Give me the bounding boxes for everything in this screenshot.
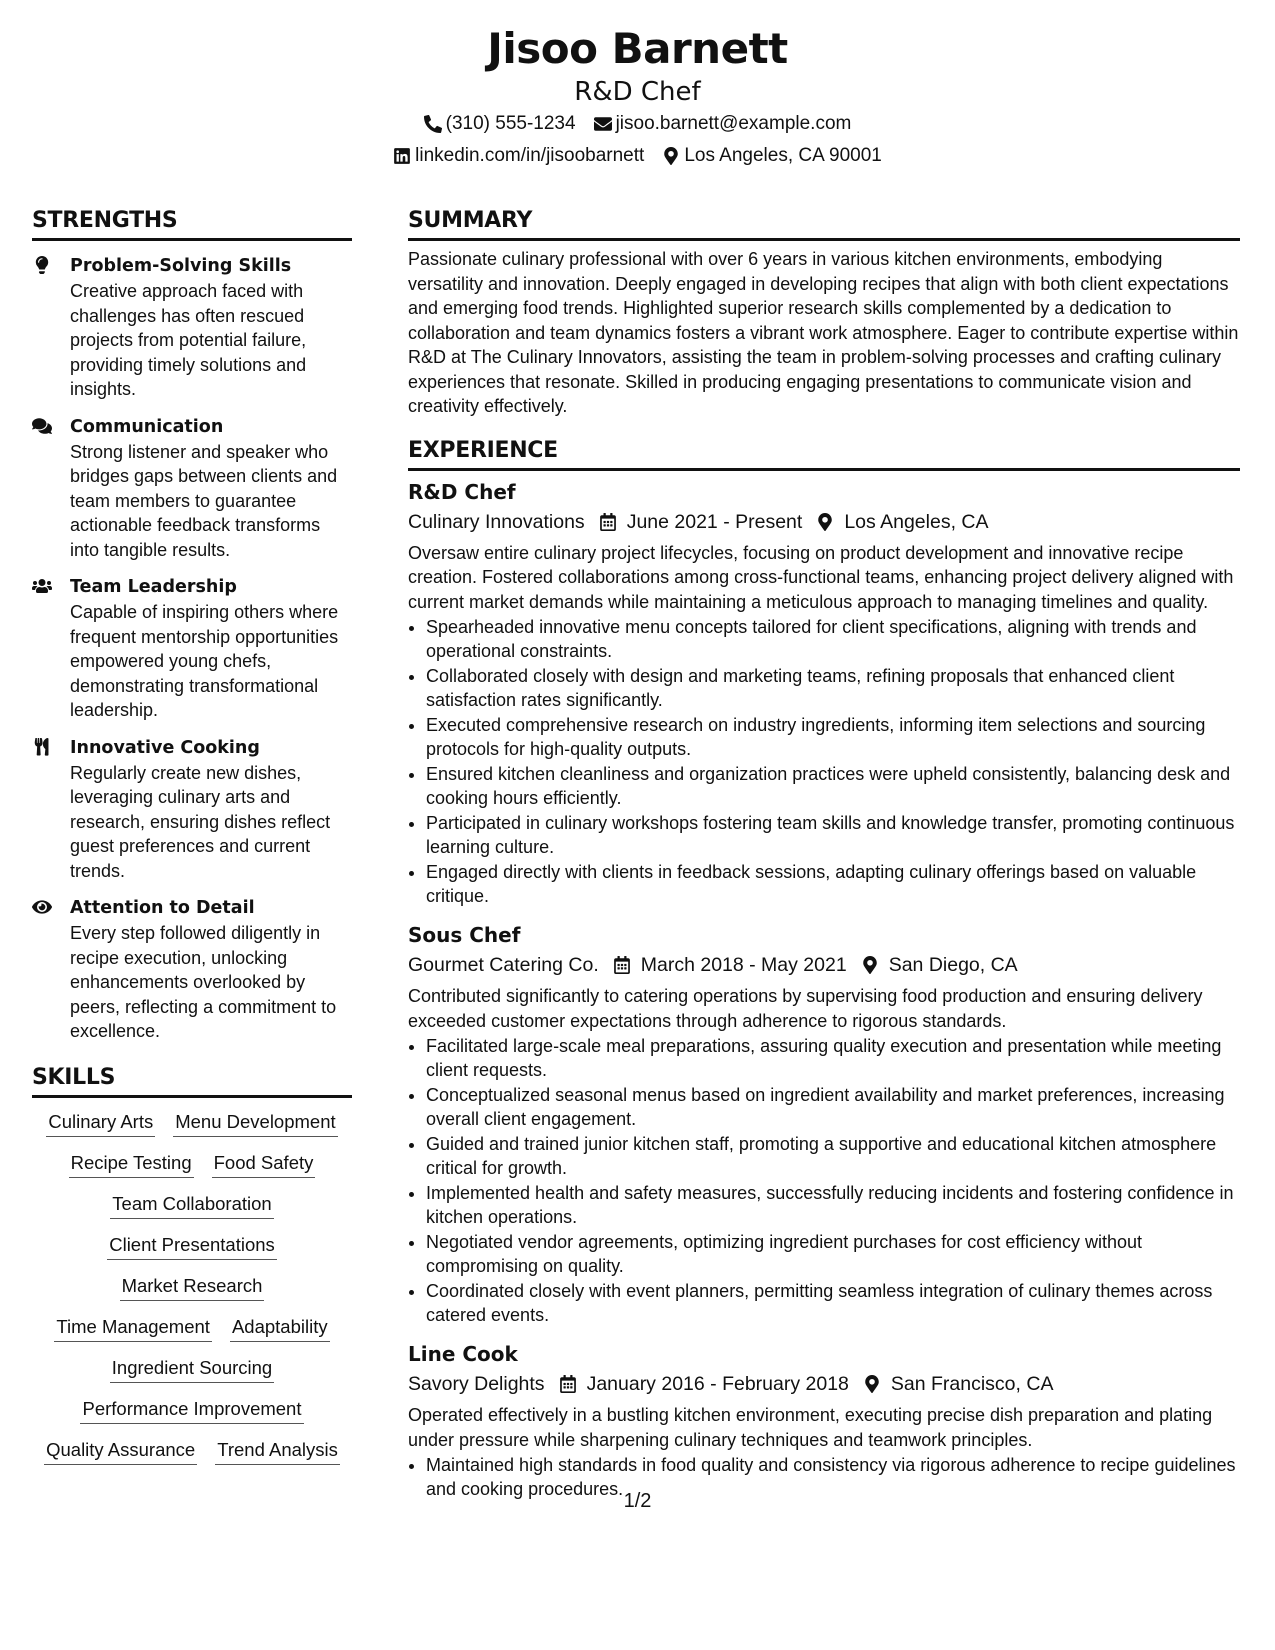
contact-row-2 <box>0 140 1275 172</box>
right-column <box>408 205 1240 1501</box>
contact-email[interactable] <box>594 108 852 140</box>
contact-location <box>662 140 882 172</box>
job-location: Los Angeles, CA <box>844 510 989 533</box>
contact-phone <box>424 108 576 140</box>
strength-item <box>32 895 352 1044</box>
eye-icon <box>32 898 52 916</box>
linkedin-text[interactable]: linkedin.com/in/jisoobarnett <box>415 145 645 166</box>
strength-item <box>32 735 352 884</box>
job-bullets <box>408 616 1240 908</box>
job-bullet: • Guided and trained junior kitchen staff, promoting a supportive and educational kitchen atmosphere critical for growth. <box>426 1133 1240 1180</box>
job-bullet: • Spearheaded innovative menu concepts tailored for client specifications, aligning with trends and operational constraints. <box>426 616 1240 663</box>
skill-tag: Adaptability <box>230 1313 330 1342</box>
skill-tag: Culinary Arts <box>46 1108 155 1137</box>
job-company: Culinary Innovations <box>408 510 585 533</box>
strength-item <box>32 574 352 723</box>
skill-tag: Recipe Testing <box>69 1149 194 1178</box>
job-entry <box>408 1339 1240 1501</box>
envelope-icon <box>594 115 612 133</box>
job-bullet: • Maintained high standards in food quality and consistency via rigorous adherence to recipe guidelines and cooking procedures. <box>426 1454 1240 1501</box>
skills-heading: SKILLS <box>32 1062 352 1098</box>
strength-title: Communication <box>70 416 224 437</box>
strength-title: Team Leadership <box>70 577 237 597</box>
skills-row <box>32 1436 352 1465</box>
linkedin-icon <box>393 147 411 165</box>
contact-linkedin[interactable] <box>393 140 644 172</box>
skills-list <box>32 1108 352 1465</box>
skills-row <box>32 1108 352 1137</box>
skills-row <box>32 1354 352 1383</box>
candidate-name: Jisoo Barnett <box>487 24 788 73</box>
page-number: 1/2 <box>623 1490 652 1512</box>
strength-title: Innovative Cooking <box>70 737 260 758</box>
job-entry <box>408 920 1240 1327</box>
job-bullet: • Executed comprehensive research on industry ingredients, informing item selections and sourcing protocols for high-quality outputs. <box>426 714 1240 761</box>
job-dates: March 2018 - May 2021 <box>640 954 847 976</box>
job-description: Contributed significantly to catering operations by supervising food production and ensuring delivery exceeded customer expectations through adherence to rigorous standards. <box>408 986 1203 1031</box>
job-dates: January 2016 - February 2018 <box>586 1373 849 1395</box>
strength-desc: Creative approach faced with challenges has often rescued projects from potential failure, providing timely solutions and insights. <box>70 281 307 399</box>
calendar-icon <box>599 513 617 531</box>
calendar-icon <box>559 1375 577 1393</box>
skills-row <box>32 1190 352 1219</box>
job-bullet: • Collaborated closely with design and marketing teams, refining proposals that enhanced client satisfaction rates significantly. <box>426 665 1240 712</box>
map-pin-icon <box>861 956 879 974</box>
skill-tag: Menu Development <box>173 1108 337 1137</box>
skill-tag: Food Safety <box>212 1149 316 1178</box>
summary-text: Passionate culinary professional with over 6 years in various kitchen environments, embodying versatility and innovation. Deeply engaged in developing recipes that align with both client expectations and emerging food trends. Highlighted superior research skills complemented by a dedication to collaboration and team dynamics fosters a vibrant work atmosphere. Eager to contribute expertise within R&D at The Culinary Innovators, assisting the team in problem-solving processes and crafting culinary experiences that resonate. Skilled in producing engaging presentations to communicate vision and creativity effectively. <box>408 249 1239 416</box>
skill-tag: Quality Assurance <box>44 1436 197 1465</box>
job-bullet: • Coordinated closely with event planners, permitting seamless integration of culinary themes across catered events. <box>426 1280 1240 1327</box>
job-dates: June 2021 - Present <box>626 510 803 533</box>
contact-row-1 <box>0 108 1275 140</box>
strength-item <box>32 253 352 402</box>
strength-item <box>32 414 352 563</box>
candidate-title: R&D Chef <box>574 77 701 107</box>
job-meta <box>408 1369 1240 1399</box>
strength-desc: Strong listener and speaker who bridges gaps between clients and team members to guarantee actionable feedback transforms into tangible results. <box>70 441 338 560</box>
phone-icon <box>424 115 442 133</box>
phone-text: (310) 555-1234 <box>445 113 576 134</box>
resume-header <box>0 22 1275 172</box>
job-role: Sous Chef <box>408 923 521 947</box>
job-bullet: • Negotiated vendor agreements, optimizing ingredient purchases for cost efficiency without compromising on quality. <box>426 1231 1240 1278</box>
calendar-icon <box>613 956 631 974</box>
job-location: San Diego, CA <box>888 954 1018 976</box>
job-description: Oversaw entire culinary project lifecycles, focusing on product development and innovative recipe creation. Fostered collaborations among cross-functional teams, enhancing project delivery aligned with current market demands while maintaining a meticulous approach to managing timelines and quality. <box>408 542 1234 612</box>
skill-tag: Client Presentations <box>107 1231 277 1260</box>
skills-row <box>32 1313 352 1342</box>
strength-title: Attention to Detail <box>70 898 255 918</box>
location-text: Los Angeles, CA 90001 <box>684 145 882 166</box>
job-role: Line Cook <box>408 1342 518 1366</box>
job-entry <box>408 477 1240 909</box>
skills-row <box>32 1149 352 1178</box>
strengths-heading: STRENGTHS <box>32 205 352 241</box>
map-pin-icon <box>662 147 680 165</box>
skill-tag: Team Collaboration <box>110 1190 273 1219</box>
email-text[interactable]: jisoo.barnett@example.com <box>615 113 852 134</box>
users-icon <box>32 577 52 595</box>
job-role: R&D Chef <box>408 479 516 504</box>
skill-tag: Ingredient Sourcing <box>110 1354 274 1383</box>
skills-row <box>32 1231 352 1260</box>
map-pin-icon <box>863 1375 881 1393</box>
skill-tag: Trend Analysis <box>215 1436 340 1465</box>
job-location: San Francisco, CA <box>890 1373 1054 1395</box>
skill-tag: Time Management <box>54 1313 212 1342</box>
experience-heading: EXPERIENCE <box>408 435 1240 471</box>
job-description: Operated effectively in a bustling kitchen environment, executing precise dish preparation and plating under pressure while sharpening culinary techniques and teamwork principles. <box>408 1405 1213 1450</box>
job-bullet: • Ensured kitchen cleanliness and organization practices were upheld consistently, balancing desk and cooking hours efficiently. <box>426 763 1240 810</box>
map-pin-icon <box>816 513 834 531</box>
strength-title: Problem-Solving Skills <box>70 256 292 276</box>
lightbulb-icon <box>32 256 52 274</box>
strength-desc: Every step followed diligently in recipe execution, unlocking enhancements overlooked by peers, reflecting a commitment to excellence. <box>70 923 337 1041</box>
job-bullet: • Engaged directly with clients in feedback sessions, adapting culinary offerings based on valuable critique. <box>426 861 1240 908</box>
job-meta <box>408 950 1240 980</box>
job-company: Gourmet Catering Co. <box>408 954 599 976</box>
strength-desc: Regularly create new dishes, leveraging culinary arts and research, ensuring dishes reflect guest preferences and current trends. <box>70 762 331 881</box>
skills-row <box>32 1272 352 1301</box>
skills-row <box>32 1395 352 1424</box>
job-company: Savory Delights <box>408 1373 545 1395</box>
job-bullet: • Implemented health and safety measures, successfully reducing incidents and fostering confidence in kitchen operations. <box>426 1182 1240 1229</box>
summary-heading: SUMMARY <box>408 205 1240 241</box>
job-bullet: • Facilitated large-scale meal preparations, assuring quality execution and presentation while meeting client requests. <box>426 1035 1240 1082</box>
strength-desc: Capable of inspiring others where frequent mentorship opportunities empowered young chefs, demonstrating transformational leadership. <box>70 602 339 720</box>
job-bullet: • Conceptualized seasonal menus based on ingredient availability and market preferences, increasing overall client engagement. <box>426 1084 1240 1131</box>
job-bullet: • Participated in culinary workshops fostering team skills and knowledge transfer, promoting continuous learning culture. <box>426 812 1240 859</box>
job-meta <box>408 507 1240 537</box>
job-bullets <box>408 1035 1240 1327</box>
utensils-icon <box>32 738 52 756</box>
comments-icon <box>32 417 52 435</box>
skill-tag: Performance Improvement <box>80 1395 303 1424</box>
left-column <box>32 205 352 1477</box>
experience-section <box>408 435 1240 1502</box>
skill-tag: Market Research <box>120 1272 265 1301</box>
